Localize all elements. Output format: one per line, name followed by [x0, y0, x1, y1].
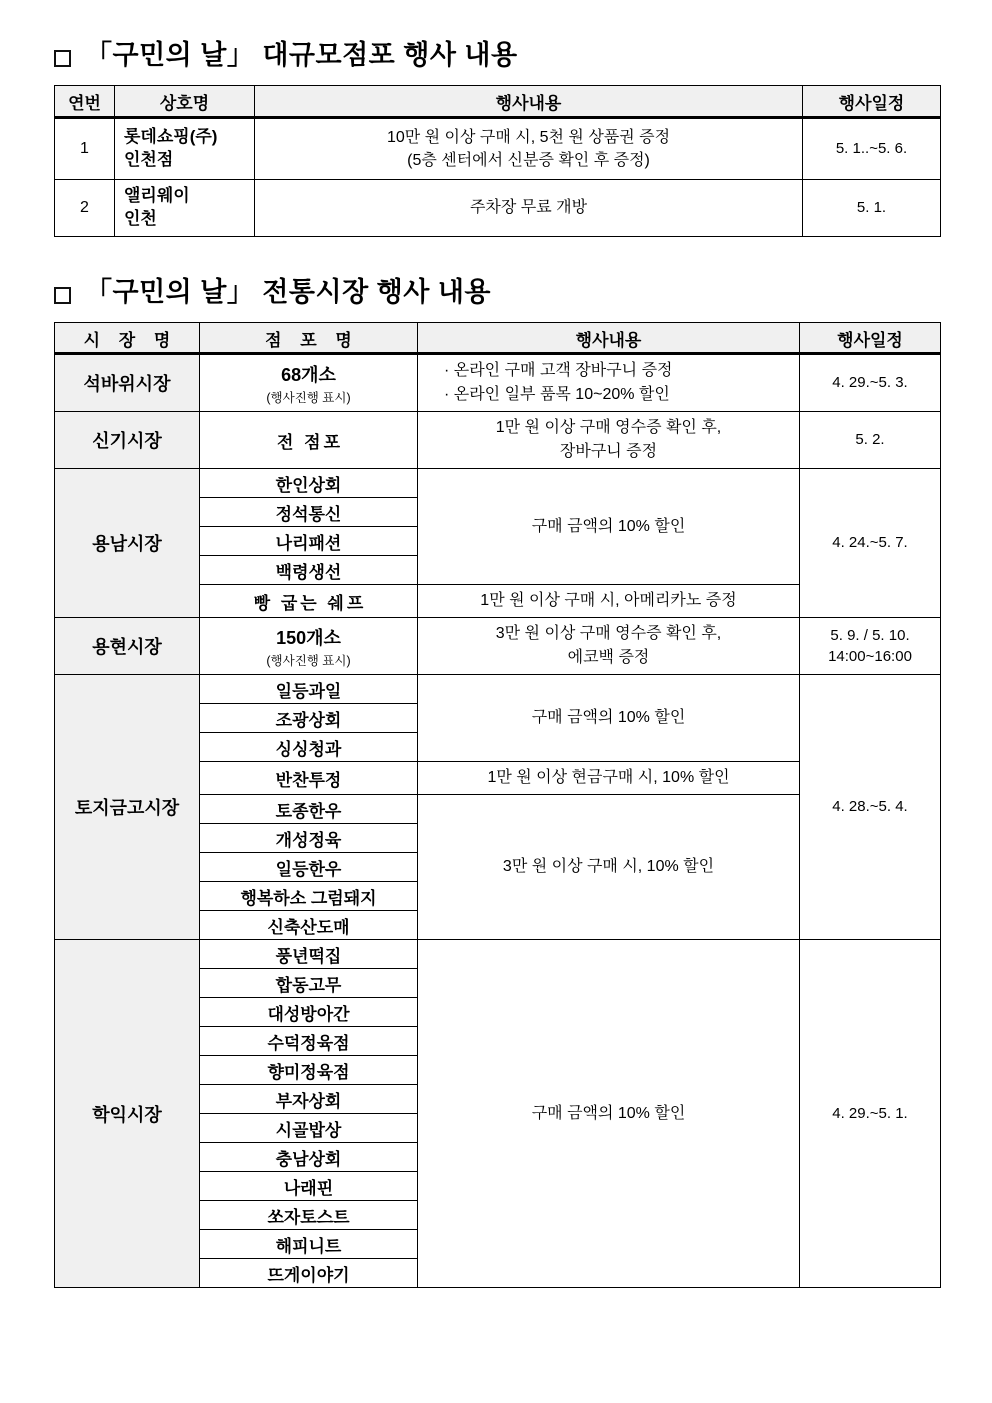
- cell-shop-name: 일등과일: [200, 675, 418, 704]
- cell-shop-name: 부자상회: [200, 1085, 418, 1114]
- store-name-line: 롯데쇼핑(주): [124, 126, 218, 146]
- section-2-heading: [54, 277, 942, 308]
- cell-shop-name: 백령생선: [200, 556, 418, 585]
- column-header-no: 연번: [55, 86, 115, 118]
- cell-market-name: 신기시장: [55, 412, 200, 469]
- column-header-name: 상호명: [115, 86, 255, 118]
- empty-square-icon: [54, 287, 71, 304]
- cell-market-name: 용남시장: [55, 469, 200, 618]
- cell-event-date: 4. 29.~5. 3.: [800, 354, 941, 412]
- cell-event-date: 4. 28.~5. 4.: [800, 675, 941, 940]
- cell-shop-name: 해피니트: [200, 1230, 418, 1259]
- section-1-title: 「구민의 날」 대규모점포 행사 내용: [85, 40, 518, 70]
- cell-event-date: 4. 29.~5. 1.: [800, 940, 941, 1288]
- column-header-market: 시 장 명: [55, 322, 200, 354]
- cell-market-name: 용현시장: [55, 618, 200, 675]
- large-store-event-table: [54, 85, 941, 237]
- cell-shop-name: 빵 굽는 쉐프: [200, 585, 418, 618]
- event-desc-bullet: · 온라인 구매 고객 장바구니 증정: [444, 362, 673, 380]
- cell-shop-name: [200, 354, 418, 412]
- shop-note: (행사진행 표시): [266, 390, 351, 405]
- cell-market-name: 토지금고시장: [55, 675, 200, 940]
- cell-store-name: [115, 118, 255, 180]
- cell-shop-name: 정석통신: [200, 498, 418, 527]
- table-header-row: [55, 86, 941, 118]
- section-2-title: 「구민의 날」 전통시장 행사 내용: [85, 276, 491, 307]
- cell-no: 1: [55, 118, 115, 180]
- cell-event-date: 5. 1.: [803, 179, 941, 236]
- column-header-date: 행사일정: [803, 86, 941, 118]
- cell-event-desc: 1만 원 이상 구매 영수증 확인 후, 장바구니 증정: [418, 412, 800, 469]
- cell-shop-name: 신축산도매: [200, 911, 418, 940]
- cell-event-desc: 3만 원 이상 구매 시, 10% 할인: [418, 795, 800, 940]
- cell-shop-name: [200, 618, 418, 675]
- cell-shop-name: 풍년떡집: [200, 940, 418, 969]
- column-header-desc: 행사내용: [418, 322, 800, 354]
- cell-shop-name: 향미정육점: [200, 1056, 418, 1085]
- shop-count: 150개소: [276, 627, 341, 648]
- cell-shop-name: 행복하소 그럼돼지: [200, 882, 418, 911]
- cell-event-date: 5. 1..~5. 6.: [803, 118, 941, 180]
- cell-event-date: 5. 9. / 5. 10. 14:00~16:00: [800, 618, 941, 675]
- cell-event-desc: 3만 원 이상 구매 영수증 확인 후, 에코백 증정: [418, 618, 800, 675]
- cell-event-desc: [418, 354, 800, 412]
- cell-shop-name: 개성정육: [200, 824, 418, 853]
- table-row: [55, 354, 941, 412]
- store-name-line: 인천: [124, 208, 157, 228]
- cell-shop-name: 시골밥상: [200, 1114, 418, 1143]
- shop-note: (행사진행 표시): [266, 653, 351, 668]
- cell-shop-name: 쏘자토스트: [200, 1201, 418, 1230]
- column-header-shop: 점 포 명: [200, 322, 418, 354]
- table-row: [55, 412, 941, 469]
- column-header-date: 행사일정: [800, 322, 941, 354]
- table-row: [55, 940, 941, 969]
- cell-shop-name: 나래핀: [200, 1172, 418, 1201]
- cell-shop-name: 충남상회: [200, 1143, 418, 1172]
- cell-shop-name: 뜨게이야기: [200, 1259, 418, 1288]
- cell-shop-name: 나리패션: [200, 527, 418, 556]
- cell-event-desc: 구매 금액의 10% 할인: [418, 469, 800, 585]
- table-row: [55, 469, 941, 498]
- cell-shop-name: 합동고무: [200, 969, 418, 998]
- store-name-line: 인천점: [124, 149, 174, 169]
- cell-shop-name: 대성방아간: [200, 998, 418, 1027]
- cell-event-date: 4. 24.~5. 7.: [800, 469, 941, 618]
- table-row: [55, 675, 941, 704]
- cell-shop-name: 한인상회: [200, 469, 418, 498]
- table-row: [55, 118, 941, 180]
- cell-shop-name: 수덕정육점: [200, 1027, 418, 1056]
- cell-event-desc: 구매 금액의 10% 할인: [418, 675, 800, 762]
- cell-shop-name: 전 점포: [200, 412, 418, 469]
- cell-event-desc: 구매 금액의 10% 할인: [418, 940, 800, 1288]
- cell-event-desc: 1만 원 이상 현금구매 시, 10% 할인: [418, 762, 800, 795]
- table-row: [55, 179, 941, 236]
- cell-shop-name: 일등한우: [200, 853, 418, 882]
- empty-square-icon: [54, 50, 71, 67]
- cell-event-date: 5. 2.: [800, 412, 941, 469]
- store-name-line: 앨리웨이: [124, 185, 190, 205]
- table-header-row: [55, 322, 941, 354]
- shop-count: 68개소: [281, 364, 336, 385]
- cell-shop-name: 싱싱청과: [200, 733, 418, 762]
- cell-event-desc: 주차장 무료 개방: [255, 179, 803, 236]
- cell-market-name: 석바위시장: [55, 354, 200, 412]
- event-desc-bullet: · 온라인 일부 품목 10~20% 할인: [444, 386, 670, 404]
- traditional-market-event-table: [54, 322, 941, 1289]
- cell-event-desc: 10만 원 이상 구매 시, 5천 원 상품권 증정 (5층 센터에서 신분증 확인 후 증정): [255, 118, 803, 180]
- table-row: [55, 618, 941, 675]
- cell-shop-name: 반찬투정: [200, 762, 418, 795]
- cell-no: 2: [55, 179, 115, 236]
- cell-shop-name: 조광상회: [200, 704, 418, 733]
- cell-market-name: 학익시장: [55, 940, 200, 1288]
- section-1-heading: [54, 40, 942, 71]
- column-header-desc: 행사내용: [255, 86, 803, 118]
- cell-event-desc: 1만 원 이상 구매 시, 아메리카노 증정: [418, 585, 800, 618]
- cell-store-name: [115, 179, 255, 236]
- cell-shop-name: 토종한우: [200, 795, 418, 824]
